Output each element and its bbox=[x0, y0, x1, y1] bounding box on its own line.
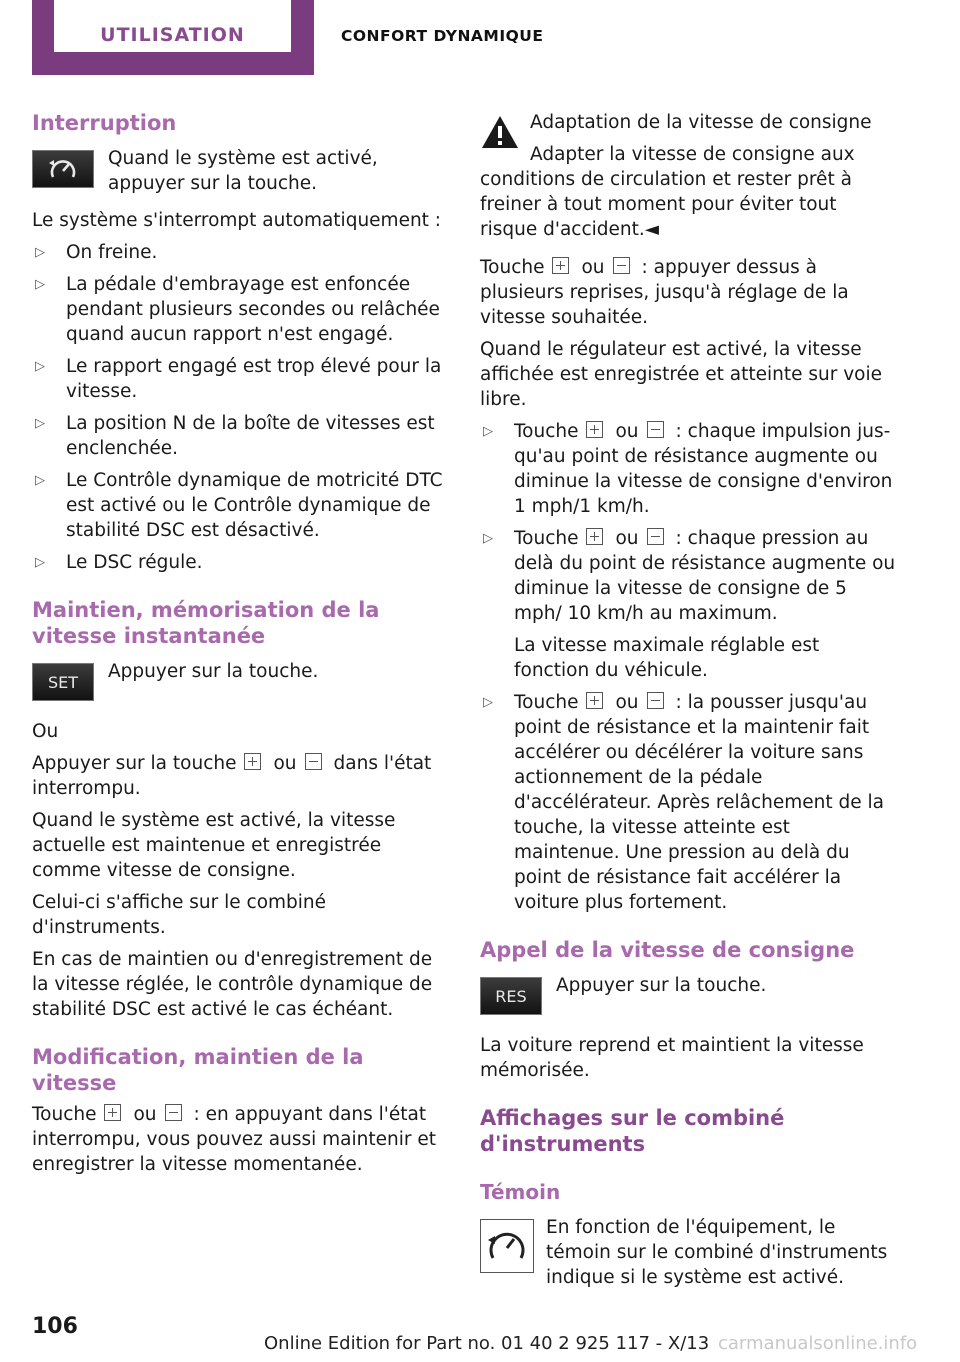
list-item: ▷ La pédale d'embrayage est enfoncée pendant plusieurs secondes ou relâchée quand aucun rapport n'est engagé. bbox=[35, 274, 440, 345]
minus-key-icon bbox=[305, 753, 322, 770]
watermark: carmanualsonline.info bbox=[718, 1333, 918, 1354]
minus-key-icon bbox=[647, 528, 664, 545]
minus-key-icon bbox=[613, 257, 630, 274]
temoin-heading: Témoin bbox=[480, 1180, 561, 1204]
warning-triangle-icon bbox=[480, 114, 520, 150]
interruption-list bbox=[32, 240, 446, 575]
right-column bbox=[480, 110, 896, 1302]
res-button-row bbox=[480, 973, 896, 1021]
bullet-triangle-icon: ▷ bbox=[35, 416, 45, 431]
bullet-triangle-icon: ▷ bbox=[35, 473, 45, 488]
bullet-triangle-icon: ▷ bbox=[35, 277, 45, 292]
res-button-image: RES bbox=[480, 977, 542, 1015]
section-title: CONFORT DYNAMIQUE bbox=[341, 27, 544, 45]
plus-key-icon bbox=[552, 257, 569, 274]
chapter-tab bbox=[32, 0, 314, 75]
bullet-triangle-icon: ▷ bbox=[483, 531, 493, 546]
set-button-image: SET bbox=[32, 663, 94, 701]
bullet-triangle-icon: ▷ bbox=[483, 424, 493, 439]
appel-heading: Appel de la vitesse de consigne bbox=[480, 938, 855, 962]
bullet-triangle-icon: ▷ bbox=[35, 245, 45, 260]
gauge-icon bbox=[481, 1220, 533, 1272]
maintien-p2: Quand le système est activé, la vitesse actuelle est maintenue et enregistrée comme vitesse de consigne. bbox=[32, 810, 396, 881]
res-button-text: Appuyer sur la touche. bbox=[556, 975, 767, 996]
bullet-triangle-icon: ▷ bbox=[483, 695, 493, 710]
maintien-p4: En cas de maintien ou d'enregistrement de la vitesse réglée, le contrôle dynamique de stabilité DSC est activé le cas échéant. bbox=[32, 949, 433, 1020]
list-item-note: La vitesse maximale réglable est fonction du véhicule. bbox=[514, 635, 820, 681]
interruption-button-row bbox=[32, 146, 446, 196]
plus-key-icon bbox=[586, 692, 603, 709]
ou-text: Ou bbox=[32, 721, 59, 742]
affichages-heading: Affichages sur le combiné d'instruments bbox=[480, 1106, 785, 1156]
right-list bbox=[480, 419, 896, 915]
modification-heading: Modification, maintien de la vitesse bbox=[32, 1045, 364, 1095]
minus-key-icon bbox=[165, 1104, 182, 1121]
plus-key-icon bbox=[586, 421, 603, 438]
warning-title: Adaptation de la vitesse de consigne bbox=[530, 112, 872, 133]
list-item: ▷ Touche ou : chaque pression au delà du point de résistance augmente ou diminue la vitesse de consigne de 5 mph/ 10 km/h au maximum. La vitesse maximale réglable est fonction du véhicule. bbox=[483, 528, 896, 681]
list-item: ▷ La position N de la boîte de vitesses est enclenchée. bbox=[35, 413, 435, 459]
left-column bbox=[32, 110, 446, 1184]
end-mark-icon: ◄ bbox=[644, 219, 659, 240]
interruption-heading: Interruption bbox=[32, 111, 177, 135]
minus-key-icon bbox=[647, 692, 664, 709]
minus-key-icon bbox=[647, 421, 664, 438]
warning-block bbox=[480, 110, 896, 242]
list-item: ▷ Touche ou : la pousser jusqu'au point de résistance et la maintenir fait accélérer ou décélérer la voiture sans actionnement de la pédale d'accélérateur. Après relâchement de la touche, la vitesse atteinte est maintenue. Une pression au delà du point de résistance fait accélérer la voiture plus fortement. bbox=[483, 692, 884, 913]
right-p1: Touche ou : appuyer dessus à plusieurs reprises, jusqu'à réglage de la vitesse souhaitée. bbox=[480, 257, 849, 328]
maintien-p3: Celui-ci s'affiche sur le combiné d'instruments. bbox=[32, 892, 327, 938]
cruise-control-lamp bbox=[480, 1219, 534, 1273]
plus-key-icon bbox=[244, 753, 261, 770]
interruption-button-text: Quand le système est activé, appuyer sur la touche. bbox=[108, 148, 378, 194]
plus-key-icon bbox=[586, 528, 603, 545]
page-number: 106 bbox=[32, 1314, 78, 1339]
list-item: ▷ Le DSC régule. bbox=[35, 552, 203, 573]
list-item: ▷ Le Contrôle dynamique de motricité DTC est activé ou le Contrôle dynamique de stabilité DSC est désactivé. bbox=[35, 470, 443, 541]
chapter-tab-label: UTILISATION bbox=[54, 0, 291, 52]
list-item: ▷ On freine. bbox=[35, 242, 158, 263]
warning-text: Adapter la vitesse de consigne aux conditions de circulation et rester prêt à freiner à tout moment pour éviter tout risque d'accident.◄ bbox=[480, 144, 855, 240]
gauge-pause-icon bbox=[46, 155, 80, 183]
edition-footer: Online Edition for Part no. 01 40 2 925 117 - X/13 bbox=[264, 1333, 710, 1354]
list-item: ▷ Le rapport engagé est trop élevé pour la vitesse. bbox=[35, 356, 442, 402]
interruption-button-image bbox=[32, 150, 94, 188]
list-item: ▷ Touche ou : chaque impulsion jusqu'au point de résistance augmente ou diminue la vitesse de consigne d'environ 1 mph/1 km/h. bbox=[483, 421, 893, 517]
set-button-row bbox=[32, 659, 446, 707]
maintien-p1: Appuyer sur la touche ou dans l'état interrompu. bbox=[32, 753, 432, 799]
bullet-triangle-icon: ▷ bbox=[35, 359, 45, 374]
right-p2: Quand le régulateur est activé, la vitesse affichée est enregistrée et atteinte sur voie libre. bbox=[480, 339, 882, 410]
modification-text: Touche ou : en appuyant dans l'état interrompu, vous pouvez aussi maintenir et enregistrer la vitesse momentanée. bbox=[32, 1104, 436, 1175]
temoin-text: En fonction de l'équipement, le témoin sur le combiné d'instruments indique si le système est activé. bbox=[546, 1217, 888, 1288]
appel-text: La voiture reprend et maintient la vitesse mémorisée. bbox=[480, 1035, 864, 1081]
plus-key-icon bbox=[104, 1104, 121, 1121]
set-button-text: Appuyer sur la touche. bbox=[108, 661, 319, 682]
bullet-triangle-icon: ▷ bbox=[35, 555, 45, 570]
temoin-row bbox=[480, 1215, 896, 1290]
interruption-intro: Le système s'interrompt automatiquement : bbox=[32, 210, 442, 231]
maintien-heading: Maintien, mémorisation de la vitesse instantanée bbox=[32, 598, 380, 648]
